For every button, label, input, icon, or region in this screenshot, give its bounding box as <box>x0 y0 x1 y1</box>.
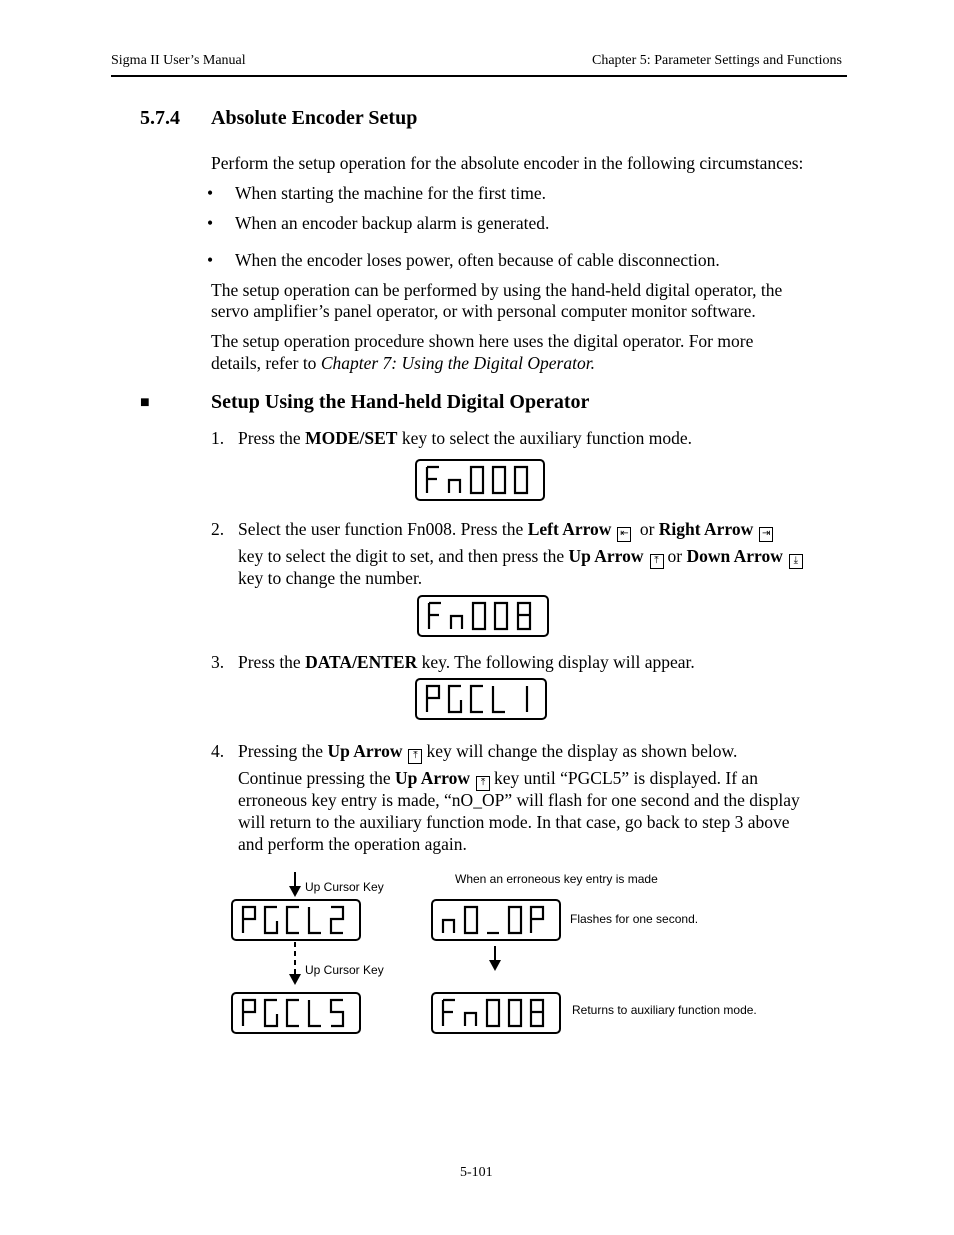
section-title: Absolute Encoder Setup <box>211 107 418 129</box>
subheading-bullet: ■ <box>140 394 150 411</box>
bullet-dot: • <box>207 250 214 270</box>
seven-segment-fn008 <box>419 597 547 635</box>
up-arrow-key-icon: ⤒ <box>476 776 490 791</box>
lcd-display-pgcl2 <box>231 899 361 941</box>
lcd-display-pgcl1 <box>415 678 547 720</box>
up-arrow-label: Up Arrow <box>568 546 644 566</box>
seven-segment-fn008-return <box>433 994 559 1032</box>
bullet-item: When starting the machine for the first time. <box>235 183 547 203</box>
left-arrow-label: Left Arrow <box>527 519 612 539</box>
step-1-text <box>238 427 692 449</box>
up-arrow-label: Up Arrow <box>327 741 403 761</box>
step-text: key until “PGCL5” is displayed. If an <box>494 768 758 788</box>
or-text: or <box>639 519 655 539</box>
lcd-display-fn000 <box>415 459 545 501</box>
mode-set-key-label: MODE/SET <box>305 428 398 448</box>
step-2-line-2: key to select the digit to set, and then press the Up Arrow ⤒ or Down Arrow ⤓ <box>238 545 807 569</box>
bullet-item: When the encoder loses power, often because of cable disconnection. <box>235 250 720 270</box>
down-arrow-icon <box>285 870 305 900</box>
step-text: key to select the digit to set, and then press the <box>238 546 569 566</box>
down-arrow-label: Down Arrow <box>686 546 783 566</box>
seven-segment-no-op <box>433 901 559 939</box>
step-number: 2. <box>211 519 225 539</box>
seven-segment-pgcl1 <box>417 680 545 718</box>
down-arrow-icon <box>485 944 505 974</box>
up-cursor-label-1: Up Cursor Key <box>305 880 384 894</box>
step-text: key will change the display as shown below. <box>426 741 738 761</box>
returns-label: Returns to auxiliary function mode. <box>572 1003 757 1017</box>
step-4-line-3: erroneous key entry is made, “nO_OP” will flash for one second and the display <box>238 790 800 810</box>
left-arrow-key-icon: ⇤ <box>617 527 631 542</box>
seven-segment-pgcl2 <box>233 901 359 939</box>
data-enter-key-label: DATA/ENTER <box>305 652 418 672</box>
seven-segment-pgcl5 <box>233 994 359 1032</box>
step-number: 1. <box>211 428 225 448</box>
para2-line <box>211 352 595 374</box>
step-text: key. The following display will appear. <box>417 652 695 672</box>
step-2-line-1 <box>238 518 777 542</box>
step-number: 4. <box>211 741 225 761</box>
step-4-line-4: will return to the auxiliary function mode. In that case, go back to step 3 above <box>238 812 790 832</box>
step-text: Pressing the <box>238 741 328 761</box>
up-arrow-key-icon: ⤒ <box>408 749 422 764</box>
dashed-down-arrow-icon <box>285 940 305 988</box>
seven-segment-fn000 <box>417 461 543 499</box>
flashes-label: Flashes for one second. <box>570 912 699 926</box>
step-text: Press the <box>238 428 306 448</box>
bullet-item: When an encoder backup alarm is generated. <box>235 213 550 233</box>
subheading-title: Setup Using the Hand-held Digital Operator <box>211 391 590 413</box>
para2-prefix: details, refer to <box>211 353 321 373</box>
erroneous-entry-label: When an erroneous key entry is made <box>455 872 658 886</box>
para2-line: The setup operation procedure shown here uses the digital operator. For more <box>211 331 754 351</box>
step-text: Continue pressing the <box>238 768 395 788</box>
up-arrow-label: Up Arrow <box>395 768 471 788</box>
step-text: Press the <box>238 652 306 672</box>
bullet-dot: • <box>207 183 214 203</box>
section-number: 5.7.4 <box>140 107 180 129</box>
bullet-dot: • <box>207 213 214 233</box>
header-left: Sigma II User’s Manual <box>111 53 246 68</box>
para1-line: servo amplifier’s panel operator, or with personal computer monitor software. <box>211 301 756 321</box>
step-4-line-1 <box>238 740 737 764</box>
page-number: 5-101 <box>460 1165 493 1180</box>
lcd-display-fn008-return <box>431 992 561 1034</box>
step-2-line-3: key to change the number. <box>238 568 423 588</box>
step-4-line-2 <box>238 767 758 791</box>
right-arrow-key-icon: ⇥ <box>759 527 773 542</box>
step-text: key to select the auxiliary function mode. <box>397 428 692 448</box>
lcd-display-pgcl5 <box>231 992 361 1034</box>
step-3-text <box>238 651 695 673</box>
lcd-display-no-op <box>431 899 561 941</box>
up-cursor-label-2: Up Cursor Key <box>305 963 384 977</box>
step-text: Select the user function Fn008. Press the <box>238 519 528 539</box>
para1-line: The setup operation can be performed by using the hand-held digital operator, the <box>211 280 783 300</box>
header-rule <box>111 75 847 77</box>
chapter-7-reference: Chapter 7: Using the Digital Operator. <box>320 353 595 373</box>
step-4-line-5: and perform the operation again. <box>238 834 467 854</box>
step-number: 3. <box>211 652 225 672</box>
down-arrow-key-icon: ⤓ <box>789 554 803 569</box>
lcd-display-fn008 <box>417 595 549 637</box>
intro-text: Perform the setup operation for the absolute encoder in the following circumstances: <box>211 153 804 173</box>
right-arrow-label: Right Arrow <box>658 519 754 539</box>
header-right: Chapter 5: Parameter Settings and Functions <box>591 53 842 68</box>
up-arrow-key-icon: ⤒ <box>650 554 664 569</box>
